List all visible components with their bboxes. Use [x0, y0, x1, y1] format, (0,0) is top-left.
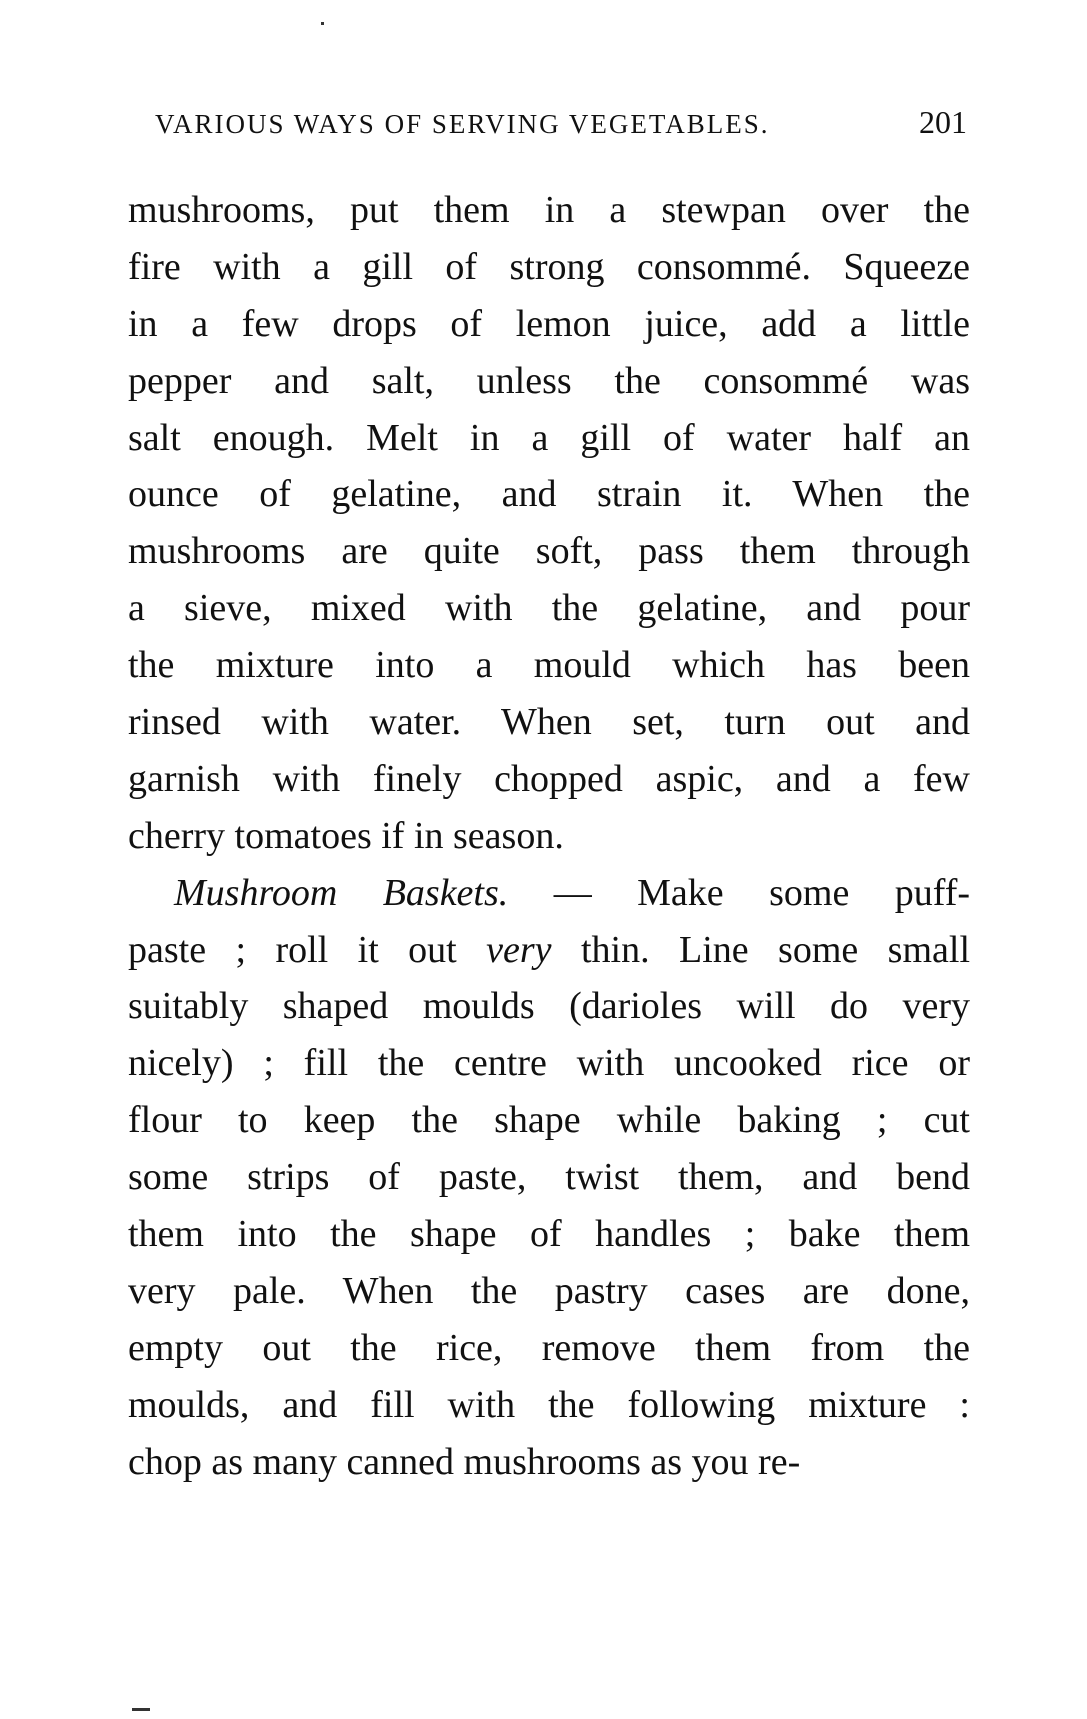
text-line: in a few drops of lemon juice, add a little [128, 302, 970, 345]
recipe-heading-line [128, 865, 970, 922]
text-line: very pale. When the pastry cases are done, [128, 1269, 970, 1312]
text-line: empty out the rice, remove them from the [128, 1326, 970, 1369]
text-fragment: paste ; roll it out [128, 928, 487, 971]
text-line [128, 922, 970, 979]
scan-speck [321, 22, 324, 25]
text-line: pepper and salt, unless the consommé was [128, 359, 970, 402]
text-line: suitably shaped moulds (darioles will do very [128, 985, 970, 1028]
text-line: rinsed with water. When set, turn out and [128, 701, 970, 744]
running-title: VARIOUS WAYS OF SERVING VEGETABLES. [155, 109, 770, 139]
text-line: ounce of gelatine, and strain it. When the [128, 473, 970, 516]
text-line: flour to keep the shape while baking ; cut [128, 1099, 970, 1142]
text-line: mushrooms, put them in a stewpan over the [128, 189, 970, 231]
text-line: chop as many canned mushrooms as you re- [128, 1440, 801, 1483]
text-line: nicely) ; fill the centre with uncooked rice or [128, 1042, 970, 1085]
text-fragment: thin. Line some small [551, 928, 970, 971]
page-body [128, 182, 970, 1490]
text-line: fire with a gill of strong consommé. Squeeze [128, 245, 970, 288]
text-line: the mixture into a mould which has been [128, 644, 970, 687]
page-number: 201 [919, 104, 967, 140]
recipe-heading: Mushroom Baskets. [174, 871, 509, 914]
text-line: cherry tomatoes if in season. [128, 814, 564, 857]
text-fragment: — Make some puff- [553, 871, 971, 914]
text-line: them into the shape of handles ; bake them [128, 1213, 970, 1256]
text-line: moulds, and fill with the following mixture : [128, 1383, 970, 1426]
emphasis-word: very [486, 928, 552, 971]
text-line: salt enough. Melt in a gill of water half an [128, 416, 970, 459]
scan-speck [132, 1708, 150, 1711]
text-line: garnish with finely chopped aspic, and a few [128, 757, 970, 800]
text-line: mushrooms are quite soft, pass them through [128, 530, 970, 573]
text-line: a sieve, mixed with the gelatine, and pour [128, 587, 970, 630]
running-header [155, 104, 967, 141]
text-line: some strips of paste, twist them, and bend [128, 1156, 970, 1199]
